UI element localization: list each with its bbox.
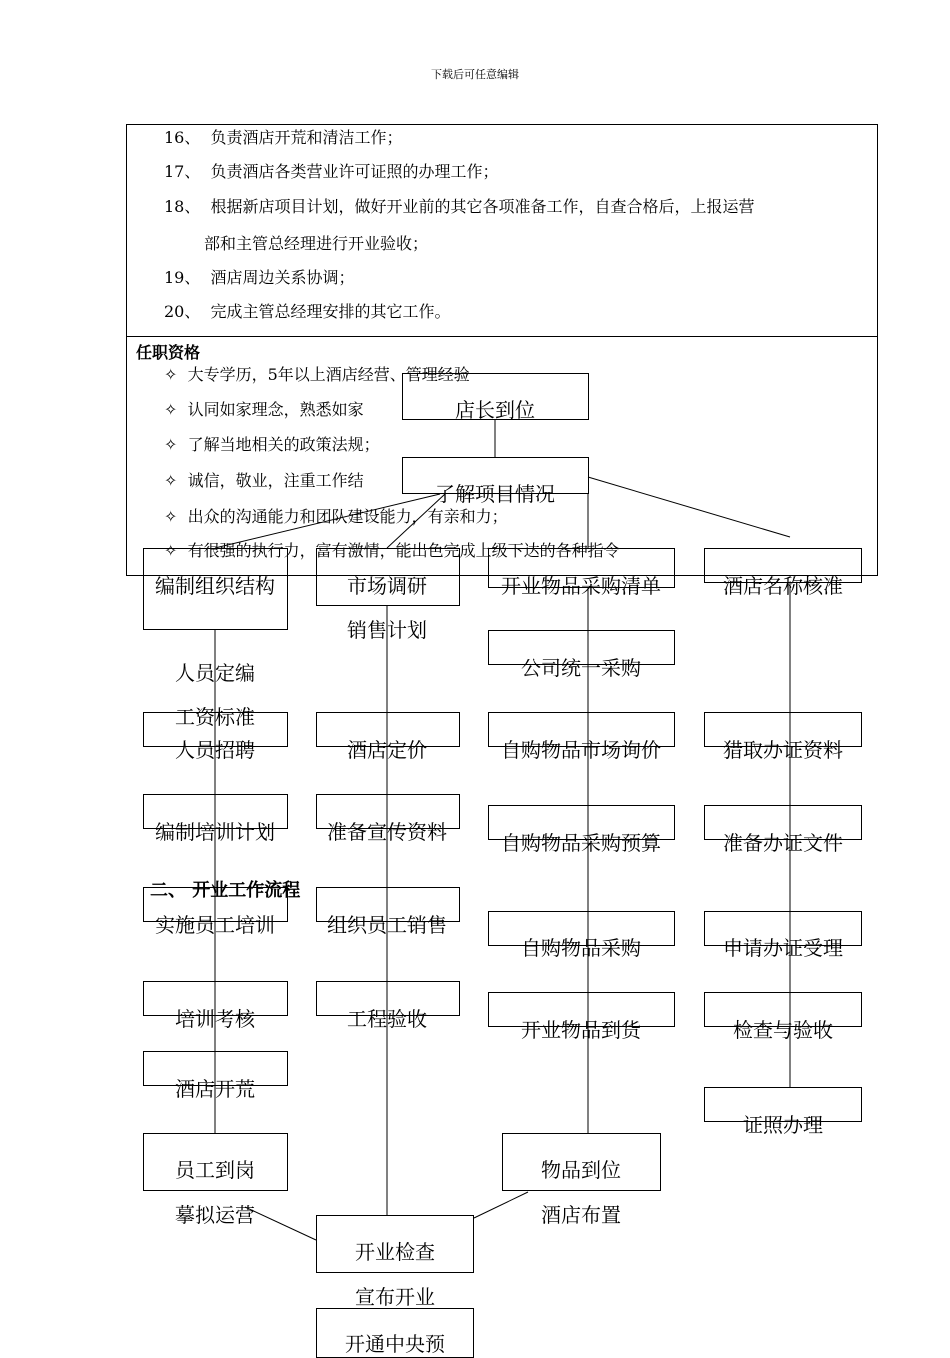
section-title: 二、 开业工作流程 xyxy=(150,880,301,901)
flow-label-staff-onboard: 员工到岗 xyxy=(175,1158,255,1182)
duty-item: 17、 负责酒店各类营业许可证照的办理工作； xyxy=(164,162,499,181)
flow-label-goods-arrival: 开业物品到货 xyxy=(521,1018,641,1042)
flow-label-manager-arrival: 店长到位 xyxy=(455,398,535,422)
qualification-item: ✧ 了解当地相关的政策法规； xyxy=(164,435,380,454)
flow-label-org-structure: 编制组织结构 xyxy=(155,574,275,598)
flow-label-staff-training: 实施员工培训 xyxy=(155,913,275,937)
flow-label-inspection: 检查与验收 xyxy=(733,1018,833,1042)
bullet-icon: ✧ xyxy=(164,507,178,526)
qualification-item: ✧ 出众的沟通能力和团队建设能力，有亲和力； xyxy=(164,507,508,526)
flow-label-market-inquiry: 自购物品市场询价 xyxy=(501,738,661,762)
flow-label-project-info: 了解项目情况 xyxy=(435,482,555,506)
qualification-item: ✧ 大专学历，5年以上酒店经营、管理经验 xyxy=(164,365,470,384)
qualification-item: ✧ 有很强的执行力，富有激情，能出色完成上级下达的各种指令 xyxy=(164,541,620,560)
flow-label-license-docs: 准备办证文件 xyxy=(723,831,843,855)
qualification-item: ✧ 诚信，敬业，注重工作结 xyxy=(164,471,364,490)
duty-item-continuation: 部和主管总经理进行开业验收； xyxy=(204,234,429,253)
flow-label-license-materials: 猎取办证资料 xyxy=(723,738,843,762)
flow-label-training-plan: 编制培训计划 xyxy=(155,820,275,844)
flow-label-promo-materials: 准备宣传资料 xyxy=(327,820,447,844)
qualifications-title: 任职资格 xyxy=(136,343,201,362)
flow-label-purchase-list: 开业物品采购清单 xyxy=(501,574,661,598)
duty-item: 19、 酒店周边关系协调； xyxy=(164,268,355,287)
flow-label-pricing: 酒店定价 xyxy=(347,738,427,762)
flow-label-staff-sales: 组织员工销售 xyxy=(327,913,447,937)
flow-label-training-exam: 培训考核 xyxy=(175,1007,255,1031)
flow-label-hotel-setup: 酒店布置 xyxy=(541,1203,621,1227)
header-note: 下载后可任意编辑 xyxy=(431,68,519,81)
flow-label-market-research: 市场调研 xyxy=(347,574,427,598)
flow-label-announce-opening: 宣布开业 xyxy=(355,1285,435,1309)
bullet-icon: ✧ xyxy=(164,400,178,419)
flow-label-salary-standard: 工资标准 xyxy=(175,705,255,729)
bullet-icon: ✧ xyxy=(164,365,178,384)
flow-label-engineering-acceptance: 工程验收 xyxy=(347,1007,427,1031)
flow-label-hotel-cleaning: 酒店开荒 xyxy=(175,1077,255,1101)
flow-label-goods-ready: 物品到位 xyxy=(541,1158,621,1182)
flow-label-license-application: 申请办证受理 xyxy=(723,936,843,960)
flow-label-central-booking: 开通中央预 xyxy=(345,1332,445,1356)
flow-label-name-approval: 酒店名称核准 xyxy=(723,574,843,598)
flow-label-central-purchase: 公司统一采购 xyxy=(521,656,641,680)
duty-item: 16、 负责酒店开荒和清洁工作； xyxy=(164,128,403,147)
flow-label-headcount: 人员定编 xyxy=(175,661,255,685)
flow-label-recruitment: 人员招聘 xyxy=(175,738,255,762)
duty-item: 20、 完成主管总经理安排的其它工作。 xyxy=(164,302,451,321)
flow-label-purchase-budget: 自购物品采购预算 xyxy=(501,831,661,855)
flow-label-self-purchase: 自购物品采购 xyxy=(521,936,641,960)
flow-label-sales-plan: 销售计划 xyxy=(347,618,427,642)
bullet-icon: ✧ xyxy=(164,435,178,454)
bullet-icon: ✧ xyxy=(164,471,178,490)
flow-label-mock-operation: 摹拟运营 xyxy=(175,1203,255,1227)
flow-label-license-issued: 证照办理 xyxy=(743,1113,823,1137)
bullet-icon: ✧ xyxy=(164,541,178,560)
qualification-item: ✧ 认同如家理念，熟悉如家 xyxy=(164,400,364,419)
flow-label-opening-check: 开业检查 xyxy=(355,1240,435,1264)
duty-item: 18、 根据新店项目计划，做好开业前的其它各项准备工作，自查合格后，上报运营 xyxy=(164,197,755,216)
